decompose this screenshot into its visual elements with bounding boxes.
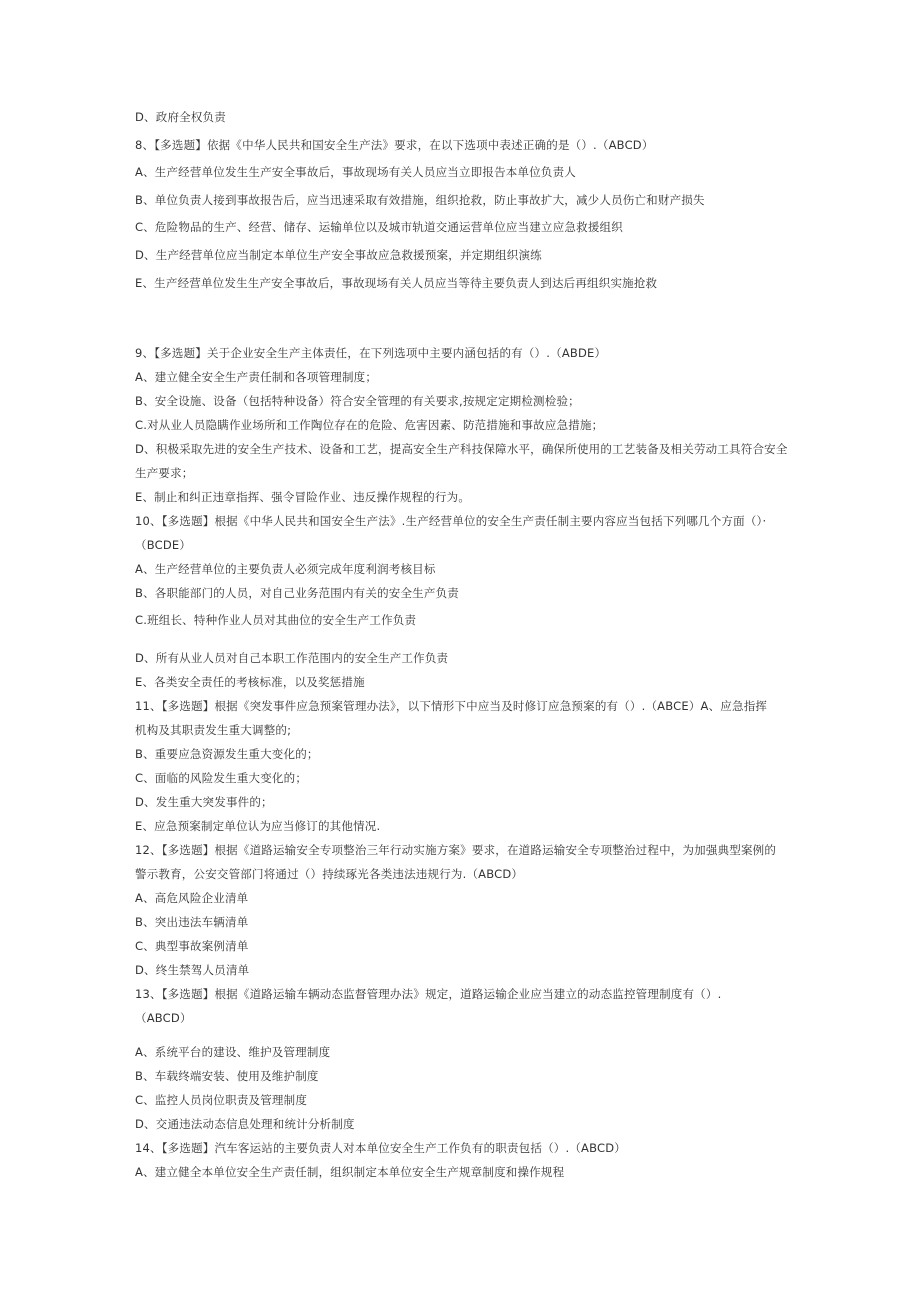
question-line-continued: （ABCD） [135, 1011, 192, 1025]
option-line: A、高危风险企业清单 [135, 891, 249, 905]
option-line: A、生产经营单位发生生产安全事故后，事故现场有关人员应当立即报告本单位负责人 [135, 165, 576, 179]
option-line: C、面临的风险发生重大变化的； [135, 771, 308, 785]
question-line: 10、【多选题】根据《中华人民共和国安全生产法》.生产经营单位的安全生产责任制主要内容应当包括下列哪几个方面（）· [135, 514, 767, 528]
option-line: A、建立健全本单位安全生产责任制，组织制定本单位安全生产规章制度和操作规程 [135, 1165, 565, 1179]
question-line: 13、【多选题】根据《道路运输车辆动态监督管理办法》规定，道路运输企业应当建立的动态监控管理制度有（）. [135, 987, 722, 1001]
question-line-continued: 机构及其职责发生重大调整的; [135, 723, 292, 737]
option-line: C、危险物品的生产、经营、储存、运输单位以及城市轨道交通运营单位应当建立应急救援组织 [135, 220, 623, 234]
option-line: C、典型事故案例清单 [135, 939, 249, 953]
option-line: E、制止和纠正违章指挥、强令冒险作业、违反操作规程的行为。 [135, 490, 471, 504]
option-line: B、重要应急资源发生重大变化的； [135, 747, 319, 761]
option-line: A、建立健全安全生产责任制和各项管理制度； [135, 370, 378, 384]
option-line-continued: 生产要求； [135, 466, 194, 480]
option-line: B、单位负责人接到事故报告后，应当迅速采取有效措施，组织抢救，防止事故扩大，减少人员伤亡和财产损失 [135, 193, 705, 207]
option-line: B、各职能部门的人员，对自己业务范围内有关的安全生产负责 [135, 586, 459, 600]
option-line: A、生产经营单位的主要负责人必须完成年度利润考核目标 [135, 562, 436, 576]
option-line: D、发生重大突发事件的； [135, 795, 273, 809]
question-line-continued: （BCDE） [135, 538, 192, 552]
question-line: 14、【多选题】汽车客运站的主要负责人对本单位安全生产工作负有的职责包括（）.（ABCD） [135, 1141, 626, 1155]
option-line: B、突出违法车辆清单 [135, 915, 249, 929]
question-line: 9、【多选题】关于企业安全生产主体责任，在下列选项中主要内涵包括的有（）.（ABDE） [135, 346, 607, 360]
option-line: D、积极采取先进的安全生产技术、设备和工艺，提高安全生产科技保障水平，确保所使用的工艺装备及相关劳动工具符合安全 [135, 442, 788, 456]
option-line: B、安全设施、设备（包括特种设备）符合安全管理的有关要求,按规定定期检测检验； [135, 394, 580, 408]
question-line: 12、【多选题】根据《道路运输安全专项整治三年行动实施方案》要求，在道路运输安全专项整治过程中，为加强典型案例的 [135, 843, 777, 857]
option-line: D、终生禁驾人员清单 [135, 963, 250, 977]
option-line: D、所有从业人员对自己本职工作范围内的安全生产工作负责 [135, 651, 449, 665]
option-line: C.班组长、特种作业人员对其曲位的安全生产工作负责 [135, 613, 417, 627]
option-line: C、监控人员岗位职责及管理制度 [135, 1093, 308, 1107]
option-line: B、车载终端安装、使用及维护制度 [135, 1069, 319, 1083]
option-line: D、生产经营单位应当制定本单位生产安全事故应急救援预案，并定期组织演练 [135, 248, 542, 262]
text-line: D、政府全权负责 [135, 110, 226, 124]
question-line: 8、【多选题】依据《中华人民共和国安全生产法》要求，在以下选项中表述正确的是（）.（ABCD） [135, 138, 654, 152]
option-line: D、交通违法动态信息处理和统计分析制度 [135, 1117, 355, 1131]
question-line: 11、【多选题】根据《突发事件应急预案管理办法》，以下情形下中应当及时修订应急预案的有（）.（ABCE）A、应急指挥 [135, 699, 768, 713]
option-line: C.对从业人员隐瞒作业场所和工作陶位存在的危险、危害因素、防范措施和事故应急措施； [135, 418, 604, 432]
question-line-continued: 警示教育，公安交管部门将通过（）持续琢光各类违法违规行为.（ABCD） [135, 867, 524, 881]
option-line: E、各类安全责任的考核标准，以及奖惩措施 [135, 675, 365, 689]
option-line: E、应急预案制定单位认为应当修订的其他情况. [135, 819, 381, 833]
option-line: E、生产经营单位发生生产安全事故后，事故现场有关人员应当等待主要负责人到达后再组织实施抢救 [135, 276, 658, 290]
option-line: A、系统平台的建设、维护及管理制度 [135, 1045, 331, 1059]
